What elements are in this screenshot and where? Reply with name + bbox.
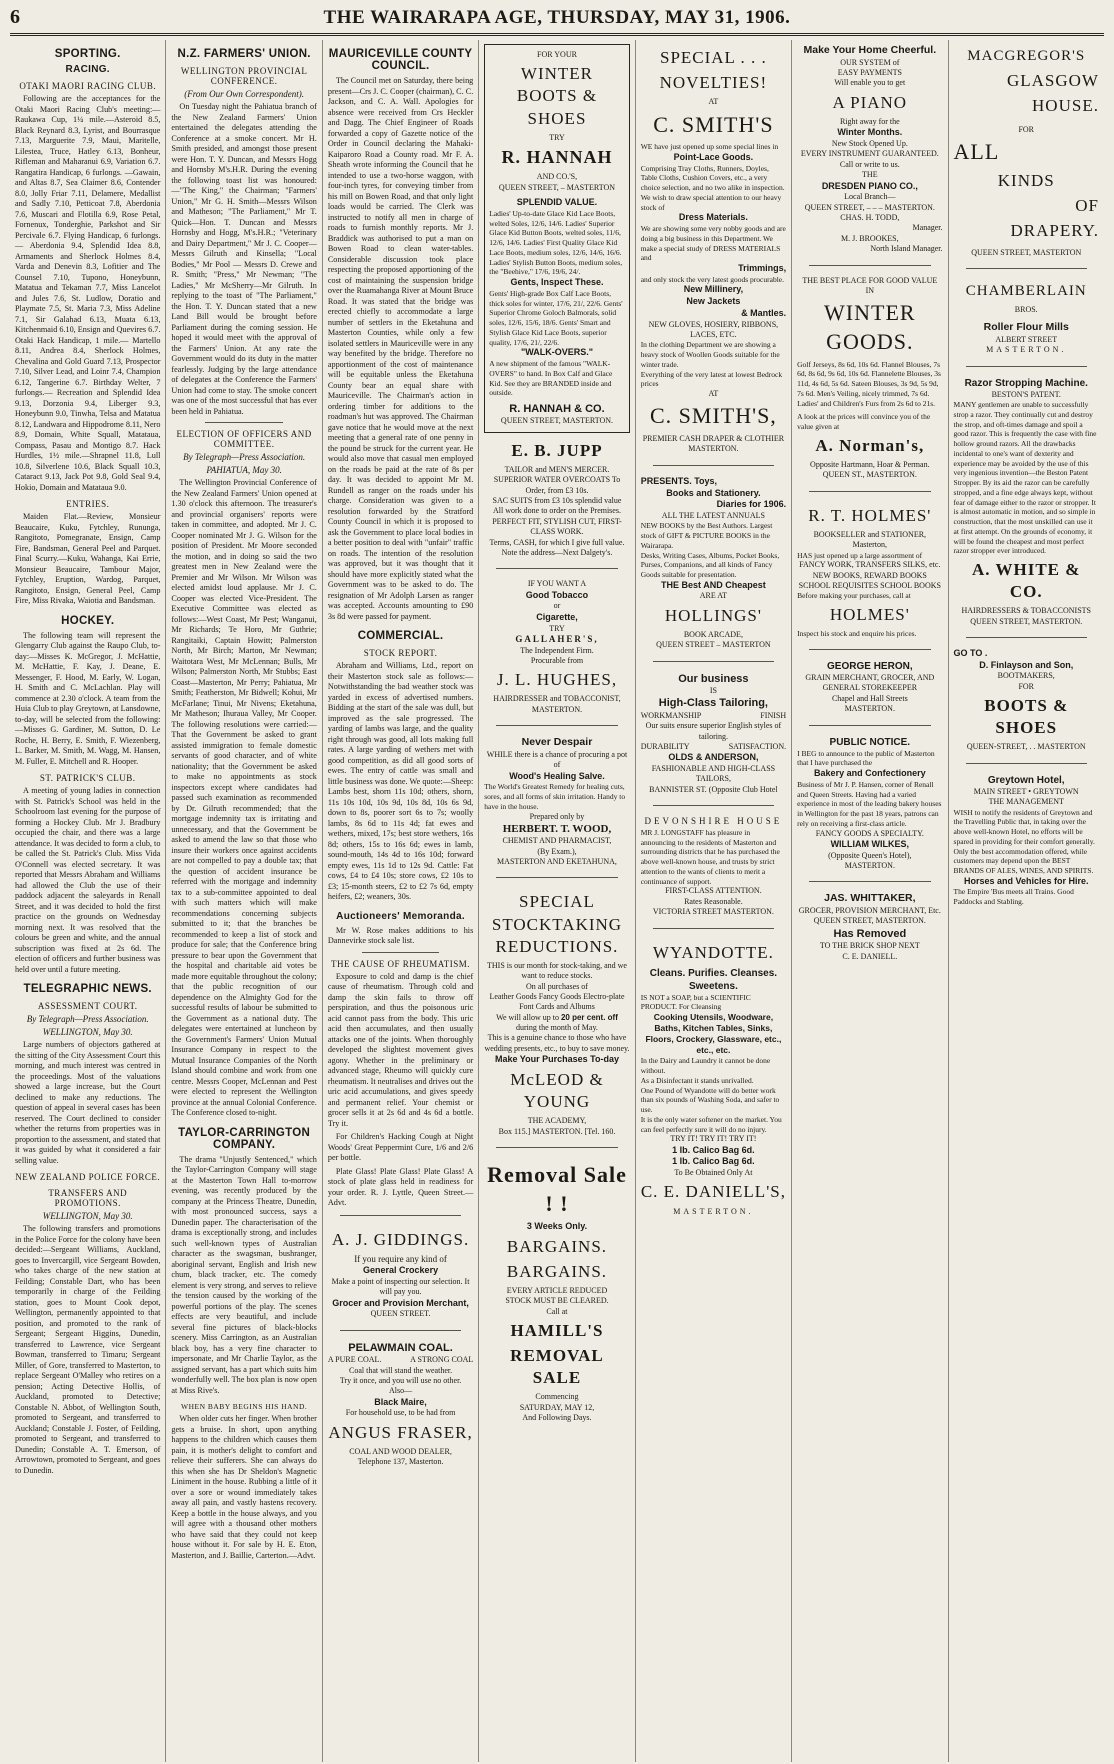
divider xyxy=(809,491,930,492)
divider xyxy=(809,725,930,726)
coal-ad: PELAWMAIN COAL. A PURE COAL. A STRONG COAL Coal that will stand the weather. Try it once, and you will use no other. Also— Black Maire, For household use, to be had from ANGUS FRASER, COAL AND WOOD DEALER, Telephone 137, Masterton. xyxy=(327,1341,474,1467)
racing-article: Following are the acceptances for the Otaki Maori Racing Club's meeting:— Raukawa Cup, 1¼ mile.—Asteroid 8.5, Black Reynard 8.3, Lyrist, and Bourrasque 7.13, Marguerite 7.9, Maui, Maritelle, Lilestea, Truce, Hatley 6.13, Bonheur, Rifleman and Maharanui 6.9, Variation 6.7. Rangatira Handicap, 6 furlongs. —Gawain, and Altas 8.7, Sea Claimer 8.6, Contender 8.0, Jolly Friar 7.11, Delamere, Medallist and Sadly 7.10, Petticoat 7.8, Aberdonia 7.6, Muscari and Flotilla 6.9, Rose Petal, Fornenux, Tonderghie, Parkshot and Sir Percivale 6.7. Flying Handicap, 6 furlongs.— Aberdonia 9.4, Splendid Idea 8.8, Armaments and Sherlock Holmes 8.4, Varda and Denevin 8.3, Lofitier and The Counsel 7.10, Tupono, Honeybunn, Matatua and Tekaman 7.7, Miss Lancelot and Jules 7.6, St. Ludlow, Doratio and Playmate 7.5, St. Maria 7.3, Miss Adeline 7.1, Sir Galahad 6.13, Muata 6.13, Kitchenmaid 6.10, Ensign and Quevires 6.7. Otaki Hack Handicap, 1 mile.— Martello 8.11, Andrea 8.4, Sherlock Holmes, Chevalina and Gold Guard 7.13, Prospector 7.10, Silver Lead, and Loinr 7.4, Champion 6.12, Tangerine 6.7. Birthday Welter, 7 furlongs.— Recreation and Splendid Idea 9.13, Dorzonia 9.4, Liberger 9.3, Honeybunn 9.0, Tinwha, Telsa and Matatua 8.12, Landwara and Hippodrome 8.11, Nero 8.9, Domain, White Squall, Matataua, Compass, Pasau and Montigo 8.7. Hack Hurdles, 1½ mile.—Shrapnel 11.8, Lull 10.8, Silverlene 10.6, Black Squall 10.3, Cataract 9.13, Jack Pot 9.8, Gold Seal 9.4, Hokio, Domain and Matataua 9.0. xyxy=(15,94,161,492)
divider xyxy=(809,649,930,650)
divider xyxy=(966,637,1087,638)
removal-ad: Removal Sale ! ! 3 Weeks Only. BARGAINS. BARGAINS. EVERY ARTICLE REDUCED STOCK MUST BE CLEARED. Call at HAMILL'S REMOVAL SALE Commencing SATURDAY, MAY 12, And Following Days. xyxy=(487,1161,627,1423)
norman-ad: THE BEST PLACE FOR GOOD VALUE IN WINTER GOODS. Golf Jerseys, 8s 6d, 10s 6d. Flannel Blouses, 7s 6d, 8s 6d, 9s 6d, 10s 6d. Flannelette Blouses, 3s 11d, 4s 6d, 5s 6d. Sateen Blouses, 3s 9d, 5s 9d, 7s 6d. Men's Veiling, nicely trimmed, 7s 6d. Ladies' and Children's Furs from 2s 6d to 21s. A look at the prices will convince you of the value given at A. Norman's, Opposite Hartmann, Hoar & Perman. QUEEN ST., MASTERTON. xyxy=(797,275,941,480)
conference-header: WELLINGTON PROVINCIAL CONFERENCE. xyxy=(180,66,308,86)
wyandotte-ad: WYANDOTTE. Cleans. Purifies. Cleanses. Sweetens. IS NOT a SOAP, but a SCIENTIFIC PRODUCT. For Cleansing Cooking Utensils, Woodware, Baths, Kitchen Tables, Sinks, Floors, Crockery, Glassware, etc., etc., etc. In the Dairy and Laundry it cannot be done without. As a Disinfectant it stands unrivalled. One Pound of Wyandotte will do better work than six pounds of Washing Soda, and safer to use. It is the only water softener on the market. You can feel perfectly sure it will do no injury. TRY IT! TRY IT! TRY IT! 1 lb. Calico Bag 6d. 1 lb. Calico Bag 6d. To Be Obtained Only At C. E. DANIELL'S, MASTERTON. xyxy=(640,942,786,1216)
assessment-dateline: WELLINGTON, May 30. xyxy=(42,1027,133,1037)
divider xyxy=(966,366,1087,367)
razor-ad: Razor Stropping Machine. BESTON'S PATENT. MANY gentlemen are unable to successfully strop a razor. They continually cut and destroy the strop, and oft-times damage and spoil a good razor. This is frequently the case with fine hollow ground razors. All the drawbacks incidental to one's want of dexterity and experience may be avoided by the use of this very ingenious invention—the Beston Patent Stropper. By its aid the razor can be carefully stropped, and a fine edge always kept, without fear of damage either to the razor or stropper. It is almost automatic in motion, and so simple in construction, that the most unskilled can use it at first attempt. On the grounds of economy, it will be found the cheapest and most perfect razor stropper ever introduced. A. WHITE & CO. HAIRDRESSERS & TOBACCONISTS QUEEN STREET, MASTERTON. xyxy=(953,377,1097,626)
divider xyxy=(809,265,930,266)
divider xyxy=(496,568,617,569)
column-5 xyxy=(636,40,792,1762)
divider xyxy=(809,881,930,882)
heron-ad: GEORGE HERON, GRAIN MERCHANT, GROCER, AND GENERAL STOREKEEPER Chapel and Hall Streets MASTERTON. xyxy=(805,661,935,714)
masthead xyxy=(10,6,1104,36)
conference-article: On Tuesday night the Pahiatua branch of the New Zealand Farmers' Union entertained the delegates attending the Conference at a smoke concert. Mr H. Smith presided, and amongst those present were Hon. T. Y. Duncan, and Messrs Hogg and Hornsby M's.H.R. During the evening the following toast list was honoured:—"The King," the Chairman; "Farmers' Union," Mr G. H. Smith—Messrs Wilson and Matheson; "The Parliament," Mr T. Quick—Hon. T. Duncan and Messrs Hornsby and Hogg, M's.H.R.; "Veterinary and Dairy Department," Mr J. C. Cooper—Messrs Gilruth and Kinsella; "Local Bodies," Mr Pool — Messrs D. Crewe and R. Smith; "Press," Mr Newman; "The Ladies," Mr McSherry—Mr Gilruth. In replying to the toast of "The Parliament," the Hon. T. Y. Duncan stated that a new Land Bill would be brought before Parliament during the coming session. He hoped it would meet with the approval of the Farmers' Union. At any rate the Government would do its duty in the matter fearlessly. Judging by the large attendance of delegates at the Conference the Farmers' Union had come to stay. The smoke concert was one of the most successful that has ever been held in Pahiatua. xyxy=(171,102,317,416)
column-7 xyxy=(949,40,1104,1762)
cough-notice: For Children's Hacking Cough at Night Woods' Great Peppermint Cure, 1/6 and 2/6 per bottle. xyxy=(327,1132,474,1162)
racing-header: RACING. xyxy=(65,64,110,75)
election-byline: By Telegraph—Press Association. xyxy=(183,452,306,462)
page-number: 6 xyxy=(10,6,20,28)
greytown-ad: Greytown Hotel, MAIN STREET • GREYTOWN THE MANAGEMENT WISH to notify the residents of Greytown and the Travelling Public that, in taking over the above well-known Hotel, no efforts will be spared in providing for their comfort generally. Only the best accommodation offered, while customers may depend upon the BEST BRANDS OF ALES, WINES, AND SPIRITS. Horses and Vehicles for Hire. The Empire 'Bus meets all Trains. Good Paddocks and Stabling. xyxy=(953,774,1095,907)
hockey-article: The following team will represent the Glengarry Club against the Raupo Club, to-day:—Misses K. McGregor, J. McHattie, M. McHattie, F. Kay, J. Deane, E. Messenger, F. Hood, M. Early, W. Logan, H. Smith and C. McLachlan. Play will commence at 2.30 o'clock. A team from the Huia Club to play Greytown, at Lansdowne, to-day, will be selected from the following:—Misses G. Gardiner, M. Sutton, D. Le Roche, H. Berry, E. Smith, F. Wiezenberg, L. Barker, M. Smith, M. Wagg, M. Hansen, M. Fuller, E. Mitchell and R. Hooper. xyxy=(15,630,161,766)
divider xyxy=(362,952,439,953)
entries-header: ENTRIES. xyxy=(66,499,110,509)
hockey-header: HOCKEY. xyxy=(61,614,115,627)
transfers-article: The following transfers and promotions in the Police Force for the colony have been decided:—Sergeant Williams, Auckland, goes to Invercargill, vice Sergeant Bowden, who takes charge of the new station at Feilding; Constable Dart, who has been temporarily in charge of the Feilding station, goes to Mount Cook depot, Wellington, permanently appointed to that position, and promoted to the rank of Sergeant; Sergeant Higgins, Dunedin, transferred to Lawrence, vice Sergeant Bowman, transferred to Timaru; Sergeant Miller, of Gore, transferred to Masterton, to replace Sergeant O'Malley who retires on a pension; Acting Detective Hollis, of Auckland, promoted to Detective; Constable N. Abbot, of Wellington South, promoted to Sergeant, and transferred to Auckland; Constable J. Foster, of Feilding, promoted to Sergeant, and transferred to Dunedin; Constable A. T. Emerson, of Arrowtown, promoted to Sergeant, and goes to Dunedin. xyxy=(15,1224,161,1475)
hughes-ad: IF YOU WANT A Good Tobacco or Cigarette, TRY GALLAHER'S, The Independent Firm. Procurable from J. L. HUGHES, HAIRDRESSER and TOBACCONIST, MASTERTON. xyxy=(493,579,621,714)
aside-article: When older cuts her finger. When brother gets a bruise. In short, upon anything happens to the children which causes them pain, it is mother's delight to comfort and relieve their sufferers. She can always do this when she has Dr Sheldon's Magnetic Liniment in the house. Rubbing a little of it over a sore or wound immediately takes away all pain, and vastly hastens recovery. Keep a bottle in the house always, and you will agree with a thousand other mothers who have said that they could not keep house without it. For sale by H. E. Eton, Masterton, and J. Baillie, Carterton.—Advt. xyxy=(171,1414,317,1560)
election-dateline: PAHIATUA, May 30. xyxy=(206,465,282,475)
chamberlain-ad: CHAMBERLAIN BROS. Roller Flour Mills ALBERT STREET MASTERTON. xyxy=(965,283,1087,355)
hannah-ad: FOR YOUR WINTER BOOTS & SHOES TRY R. HANNAH AND CO.'S, QUEEN STREET, – MASTERTON SPLENDID VALUE. Ladies' Up-to-date Glace Kid Lace Boots, welted Soles, 12/6, 14/6. Ladies' Superior Glace Kid Button Boots, welted soles, 11/6, 12/6, 14/6. Ladies' First Quality Glace Kid Lace Boots, medium soles, 12/6, 14/6, 16/6. Ladies' Stylish Button Boots, medium soles, the "Beehive," 17/6, 19/6, 24/. Gents, Inspect These. Gents' High-grade Box Calf Lace Boots, thick soles for winter, 17/6, 21/, 22/6. Gents' Superior Chrome Goloch Balmorals, solid soles, 12/6, 15/6, 18/6. Gents' Smart and Stylish Glace Kid Lace Boots, superior quality, 17/6, 21/, 22/6. "WALK-OVERS." A new shipment of the famous "WALK-OVERS" to hand. In Box Calf and Glace Kid. See they are BRANDED inside and outside. R. HANNAH & CO. QUEEN STREET, MASTERTON. xyxy=(484,44,629,433)
council-header: MAURICEVILLE COUNTY COUNCIL. xyxy=(328,48,473,72)
fraser-name: ANGUS FRASER, xyxy=(328,1422,473,1442)
assessment-article: Large numbers of objectors gathered at the sitting of the City Assessment Court this morning, and much interest was centred in the proceedings. Most of the valuations showed a large increase, but the Court declined to make any reductions. The question of appeal in several cases has been reserved. The Court declined to consider whether the returns from properties was in proportion to the assessment, and stated that it was guided by what it considered a fair selling value. xyxy=(15,1040,161,1165)
column-3 xyxy=(323,40,479,1762)
divider xyxy=(653,928,774,929)
column-6 xyxy=(792,40,948,1762)
glass-notice: Plate Glass! Plate Glass! Plate Glass! A stock of plate glass held in readiness for your order. R. J. Lyttle, Queen Street.—Advt. xyxy=(327,1166,474,1207)
divider xyxy=(340,1330,461,1331)
hollings-ad: PRESENTS. Toys, Books and Stationery. Diaries for 1906. ALL THE LATEST ANNUALS NEW BOOKS by the Best Authors. Largest stock of GIFT & PICTURE BOOKS in the Wairarapa. Desks, Writing Cases, Albums, Pocket Books, Purses, Companions, and all kinds of Fancy Goods suitable for presentation. THE Best AND Cheapest ARE AT HOLLINGS' BOOK ARCADE, QUEEN STREET – MASTERTON xyxy=(640,475,787,650)
giddings-name: A. J. GIDDINGS. xyxy=(331,1229,470,1249)
auctioneers-header: Auctioneers' Memoranda. xyxy=(336,910,465,922)
aside-header: WHEN BABY BEGINS HIS HAND. xyxy=(181,1402,308,1411)
tc-article: The drama "Unjustly Sentenced," which the Taylor-Carrington Company will stage at the Masterton Town Hall to-morrow evening, was recently produced by the company at the Princess Theatre, Dunedin, with most pronounced success, says a Dunedin paper. The characterisation of the drama is exceptionally strong, and includes such well-known types of Australian character as the swagsman, bushranger, aboriginal servant, English and Irish new chum, black tracker, etc. The comedy element is very strong, and serves to relieve the tension caused by the working of the powerful portions of the play. The scenes effects are very beautiful, and include several fine pictures of black-blocks scenery. Miss Carrington, as an Australian black boy, has a very fine character to impersonate, and Mr Charlie Taylor, as the assigned servant, has a part which suits him wonderfully well. The box plan is now open at Miss Rive's. xyxy=(171,1154,317,1395)
columns xyxy=(10,40,1104,1762)
divider xyxy=(966,268,1087,269)
divider xyxy=(340,1215,461,1216)
divider xyxy=(496,1147,617,1148)
notice-ad: PUBLIC NOTICE. I BEG to announce to the public of Masterton that I have purchased the Bakery and Confectionery Business of Mr J. P. Hansen, corner of Renall and Queen Streets. Having had a varied experience in most of the leading bakery houses in Wellington for the past 18 years, patrons can rely on receiving a first-class article. FANCY GOODS A SPECIALTY. WILLIAM WILKES, (Opposite Queen's Hotel), MASTERTON. xyxy=(797,736,942,871)
divider xyxy=(496,725,617,726)
jupp-ad: E. B. JUPP TAILOR and MEN'S MERCER. SUPERIOR WATER OVERCOATS To Order, from £3 10s. SAC SUITS from £3 10s splendid value All work done to order on the Premises. PERFECT FIT, STYLISH CUT, FIRST-CLASS WORK. Terms, CASH, for which I give full value. Note the address—Next Dalgety's. xyxy=(489,440,625,557)
divider xyxy=(496,877,617,878)
stock-article: Abraham and Williams, Ltd., report on their Masterton stock sale as follows:—Notwithstanding the bad weather stock was yarded in excess of advertised numbers. Bidding at the start of the sale was dull, but improved as the sale progressed. The yarding of lambs was large, and the quality right through was good, all lots making full rates. A large yarding of wethers met with good competition, as did all good sorts of ewes. The entry of cattle was small and little business was done. We quote:—Sheep: Lambs best, shorn 11s 10d; others, shorn, 11s 10s 10d, 10s 9d, 10s 8d, 10s 6s 9d, down to 8s, poorer sort 6s to 7s; woolly lambs, 8s 6d to 11s 4d; fat ewes and wethers, mixed, 17s; best store wethers, 16s 8d; others, 15s to 16s 6d; ewes in lamb, sound-mouth, 14s 4d to 16s 10d; forward empty ewes, 11s 1d to 12s 9d. Cattle: Fat cows, £4 to £4 10s; store cows, £2 10s to £3; 15-month steers, £2 to £2 7s 6d, empty heifers, £2; weaners, 30s. xyxy=(327,661,474,901)
assessment-header: ASSESSMENT COURT. xyxy=(37,1001,138,1011)
finlayson-ad: GO TO . D. Finlayson and Son, BOOTMAKERS, FOR BOOTS & SHOES QUEEN-STREET, . . MASTERTON xyxy=(953,648,1086,752)
conference-byline: (From Our Own Correspondent). xyxy=(184,89,305,99)
election-header: ELECTION OF OFFICERS AND COMMITTEE. xyxy=(176,429,312,449)
giddings-ad: A. J. GIDDINGS. If you require any kind of General Crockery Make a point of inspecting our selection. It will pay you. Grocer and Provision Merchant, QUEEN STREET. xyxy=(328,1222,473,1324)
stock-header: STOCK REPORT. xyxy=(363,648,438,658)
devonshire-ad: DEVONSHIRE HOUSE MR J. LONGSTAFF has pleasure in announcing to the residents of Masterton and surrounding districts that he has purchased the above well-known house, and trusts by strict attention to the wants of clients to merit a continuance of support. FIRST-CLASS ATTENTION. Rates Reasonable. VICTORIA STREET MASTERTON. xyxy=(640,816,783,917)
piano-ad: Make Your Home Cheerful. OUR SYSTEM of EASY PAYMENTS Will enable you to get A PIANO Right away for the Winter Months. New Stock Opened Up. EVERY INSTRUMENT GUARANTEED. Call or write to us. THE DRESDEN PIANO CO., Local Branch— QUEEN STREET, – – – MASTERTON. CHAS. H. TODD, Manager. M. J. BROOKES, North Island Manager. xyxy=(800,44,943,254)
transfers-dateline: WELLINGTON, May 30. xyxy=(42,1211,133,1221)
newspaper-title: THE WAIRARAPA AGE, THURSDAY, MAY 31, 1906. xyxy=(323,7,791,28)
tc-header: TAYLOR-CARRINGTON COMPANY. xyxy=(178,1126,311,1151)
divider xyxy=(653,465,774,466)
council-article: The Council met on Saturday, there being present—Crs J. C. Cooper (chairman), C. C. Jackson, and C. A. Wall. Apologies for absence were received from Crs Heckler and Dagg. The Chief Engineer of Roads forwarded a copy of Gazette notice of the Order in Council declaring the Mahaki-Kaiparoro Road a County road. Mr F. A. Sheath wrote informing the Council that he intended to use a two-horse waggon, with four-inch tyres, for conveying timber from his mill on Bowen Road, and that only light loads would be carried. The Clerk was instructed to notify all men in charge of roads to furnish monthly reports. Mr J. Braddick was authorised to put a man on Bowen Road to clean water-tables. Considerable discussion took place respecting the proposed apportioning of the cost of maintaining the suspension bridge over the Ruamahanga River at Mount Bruce Road. It was stated that the bridge was erected chiefly to accommodate a large number of settlers in the Eketahuna and Masterton Counties, while only a few isolated settlers in Mauriceville were in any way benefited by the bridge. Therefore no apportionment of the cost of maintenance will be equitable unless the Eketahuna County bear an equal share with Mauriceville. The Chairman's action in ordering timber for additions to the roadman's hut was approved. The Chairman gave notice that he would move at the next meeting that a general rate of one penny in the pound be struck for the current year. He would also move that casual men employed on the roads be paid at the rate of 8s per day. It was decided to appoint Mr M. Rundell as ranger on the roads under his charge. Consideration was given to a resolution forwarded by the Stratford County Council in which it is proposed to ask the Government to place local bodies in a better position to deal with "unfair" traffic on roads. The intention of the resolution was approved, but it was thought that it should have more explicitly stated what the Government was to be asked to do. The resignation of Mr Adolph Larsen as ranger was accepted. Accounts amounting to £90 3s 8d were passed for payment. xyxy=(327,76,474,621)
column-1 xyxy=(10,40,166,1762)
salve-ad: Never Despair WHILE there is a chance of procuring a pot of Wood's Healing Salve. The World's Greatest Remedy for healing cuts, sores, and all forms of skin irritation. Handy to have in the house. Prepared only by HERBERT. T. WOOD, CHEMIST AND PHARMACIST, (By Exam.), MASTERTON AND EKETAHUNA, xyxy=(484,736,628,867)
telegraphic-header: TELEGRAPHIC NEWS. xyxy=(23,983,152,995)
stpatrick-article: A meeting of young ladies in connection with St. Patrick's School was held in the Schoolroom last evening for the purpose of forming a Hockey Club. Mr J. Bradbury occupied the chair, and there was a large attendance. It was decided to form a club, to be called the St. Patrick's Club. Miss Vida O'Connell was elected secretary. It was reported that Messrs Abraham and Williams had allowed the Club the use of their paddock adjacent the saleyards in Renall Street, and it was decided to hold the first practice on the grounds on Wednesday morning next. It was resolved that the colours be green and white, and the annual subscription was fixed at 2s 6d. The election of officers and further business was held over until a future meeting. xyxy=(15,786,161,974)
election-article: The Wellington Provincial Conference of the New Zealand Farmers' Union opened at 1.30 o'clock this afternoon. The treasurer's and provincial organisers' reports were taken in committee, and adopted. Mr J. C. Cooper nominated Mr J. G. Wilson for the position of President. Mr Moore seconded the motion, and in doing so said the two greatest men in New Zealand were the Premier and Mr Wilson. Mr Wilson was elected amidst loud applause. Mr J. C. Cooper was elected Vice-President. The Executive Committee was elected as follows:—West Coast, Mr Pest; Wanganui, Mr Richards; Te Horo, Mr Guthrie; Rangitaiki, Captain Howitt; Palmerston North, Mr Birch; Marton, Mr Newman; Waitotara West, Mr McLennan; Bulls, Mr Wilson; Palmerston North, Mr Stubbs; East Coast—Masterton, Mr Perry; Pahiatua, Mr Smith; Featherston, Mr Bidwell; Kohui, Mr McFarlane; Tinui, Mr Nivens; Eketahuna, Mr Matheson; Ihuraua Valley, Mr Cooper. The following resolutions were carried:—That the Government be asked to grant assisted immigration to female domestic servants of good character, and of white nationality; that the Government be asked to make no appointments as stock inspectors except where candidates had passed such examination as recommended by Dr. Gilruth recommended; that the mortgage indemnity tax is irritating and unnecessary, and that the Government be asked to amend the law so that those who insure their workers once against accidents are not compelled to pay a double tax; that the question of accident insurance be referred with the mortgage and indemnity tax to a sub-committee appointed to deal with such matters which will make recommendations concerning subjects submitted to it; that the branches be recommended to keep a list of stock and produce for sale; that the Conference bring pressure to bear upon the Government that the hospital and charitable aid votes be made more equitable throughout the colony; that the public recognition of our dependence on the Almighty God for the successful results of labour be submitted to the Government as a national duty. The delegates were entertained at luncheon by the Government's Farmers' Union Mutual Insurance Company in respect to the Mutual Insurance Companies of the North Island should combine and work from one centre. Messrs Cooper, McLennan and Pest were elected to represent the Wellington province at the annual Colonial Conference. The Conference closed to-night. xyxy=(171,478,317,1117)
divider xyxy=(205,422,282,423)
commercial-header: COMMERCIAL. xyxy=(357,630,444,642)
sporting-header: SPORTING. xyxy=(54,48,121,60)
transfers-header: TRANSFERS AND PROMOTIONS. xyxy=(48,1188,128,1208)
rheum-article: Exposure to cold and damp is the chief cause of rheumatism. Through cold and damp the skin fails to throw off perspiration, and thus the poisonous uric acid cannot pass from the body. This uric acid then accumulates, and then usually attacks one of the joints. When thoroughly developed the slightest movement gives agony. Whether in the preliminary or advanced stage, Rheumo will quickly cure rheumatism. It neutralises and drives out the uric acid accumulations, and gives speedy and permanent relief. Your chemist or grocer sells it at 2s 6d and 4s 6d a bottle. Try it. xyxy=(327,971,474,1128)
assessment-byline: By Telegraph—Press Association. xyxy=(26,1014,149,1024)
tailoring-ad: Our business IS High-Class Tailoring, WORKMANSHIP FINISH Our suits ensure superior English styles of tailoring. DURABILITY SATISFACTION. OLDS & ANDERSON, FASHIONABLE AND HIGH-CLASS TAILORS, BANNISTER ST. (Opposite Club Hotel xyxy=(640,672,787,794)
union-header: N.Z. FARMERS' UNION. xyxy=(177,48,311,60)
stpatrick-header: ST. PATRICK'S CLUB. xyxy=(39,773,136,783)
auctioneers-article: Mr W. Rose makes additions to his Dannevirke stock sale list. xyxy=(327,925,474,945)
police-header: NEW ZEALAND POLICE FORCE. xyxy=(15,1172,161,1182)
divider xyxy=(653,661,774,662)
divider xyxy=(966,763,1087,764)
column-2 xyxy=(166,40,322,1762)
column-4 xyxy=(479,40,635,1762)
rheum-header: THE CAUSE OF RHEUMATISM. xyxy=(331,958,471,969)
holmes-ad: R. T. HOLMES' BOOKSELLER and STATIONER, Masterton, HAS just opened up a large assortment of FANCY WORK, TRANSFERS SILKS, etc. NEW BOOKS, REWARD BOOKS SCHOOL REQUISITES SCHOOL BOOKS Before making your purchases, call at HOLMES' Inspect his stock and enquire his prices. xyxy=(797,505,941,639)
divider xyxy=(653,805,774,806)
whittaker-ad: JAS. WHITTAKER, GROCER, PROVISION MERCHANT, Etc. QUEEN STREET, MASTERTON. Has Removed TO THE BRICK SHOP NEXT C. E. DANIELL. xyxy=(798,892,941,961)
macgregor-ad: MACGREGOR'S GLASGOW HOUSE. FOR ALL KINDS OF DRAPERY. QUEEN STREET, MASTERTON xyxy=(953,48,1099,257)
club-header: OTAKI MAORI RACING CLUB. xyxy=(19,81,157,91)
smith-ad: SPECIAL . . . NOVELTIES! AT C. SMITH'S WE have just opened up some special lines in Point-Lace Goods. Comprising Tray Cloths, Runners, Doyles, Table Cloths, Cushion Covers, etc., a very choice selection, and no two alike in inspection. We wish to draw special attention to our heavy stock of Dress Materials. We are showing some very nobby goods and are doing a big business in this Department. We make a special study of DRESS MATERIALS and Trimmings, and only stock the very latest goods procurable. New Millinery, New Jackets & Mantles. NEW GLOVES, HOSIERY, RIBBONS, LACES, ETC. In the clothing Department we are showing a heavy stock of Woollen Goods suitable for the winter trade. Everything of the very latest at lowest Bedrock prices AT C. SMITH'S, PREMIER CASH DRAPER & CLOTHIER MASTERTON. xyxy=(640,48,787,454)
entries-article: Maiden Flat.—Review, Monsieur Beaucaire, Kuku, Fytchley, Rununga, Rangitoto, Pomegranate, Ensign, Camp Fire, Bandsman, General Peel and Parquet. Final Scurry.—Kuku, Wahanga, Kai Errie, Monsieur Beaucaire, Tambour Major, Fytchley, Eruption, Wardog, Parquet, Rangitoto, Ensign, General Peel, Camp Fire, Miss Rivaka, Waiotia and Bandsman. xyxy=(15,512,161,605)
stocktaking-ad: SPECIAL STOCKTAKING REDUCTIONS. THIS is our month for stock-taking, and we want to reduce stocks. On all purchases of Leather Goods Fancy Goods Electro-plate Font Cards and Albums We will allow up to 20 per cent. off during the month of May. This is a genuine chance to those who have wedding presents, etc., to buy to save money. Make Your Purchases To-day McLEOD & YOUNG THE ACADEMY, Box 115.] MASTERTON. [Tel. 160. xyxy=(484,892,630,1136)
